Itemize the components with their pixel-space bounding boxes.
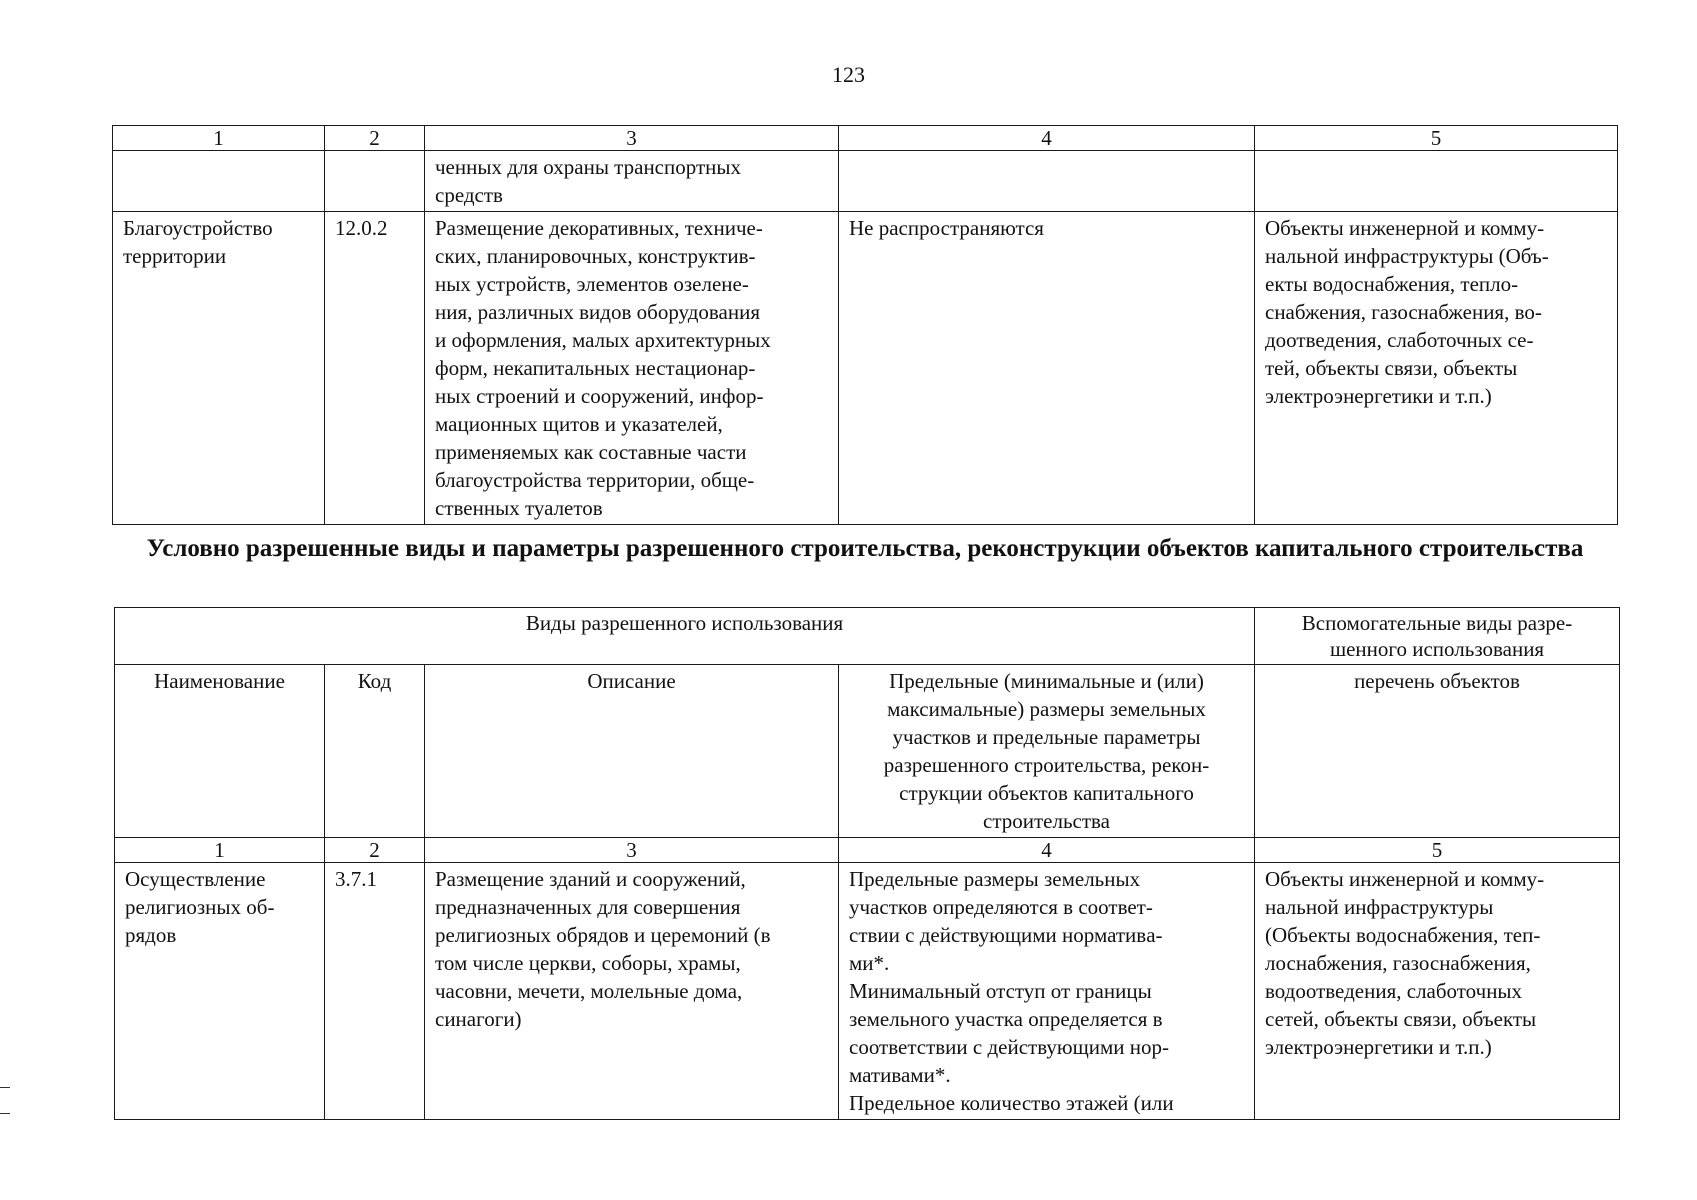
column-number: 3 bbox=[425, 126, 839, 151]
cell-name: Осуществление религиозных об- рядов bbox=[115, 863, 325, 1120]
cell-name: Благоустройство территории bbox=[113, 212, 325, 525]
column-number-row bbox=[113, 126, 1618, 151]
cell-auxiliary: Объекты инженерной и комму- нальной инфраструктуры (Объ- екты водоснабжения, тепло- снабжения, газоснабжения, во- доотведения, слаботочных се- тей, объекты связи, объекты электроэнергетики и т.п.) bbox=[1255, 212, 1618, 525]
cell-parameters: Предельные размеры земельных участков определяются в соответ- ствии с действующими нормативa- ми*. Минимальный отступ от границы земельного участка определяется в соответствии с действующими нор- мативами*. Предельное количество этажей (или bbox=[839, 863, 1255, 1120]
group-header-permitted: Виды разрешенного использования bbox=[115, 608, 1255, 665]
column-number: 5 bbox=[1255, 838, 1620, 863]
cell-auxiliary: Объекты инженерной и комму- нальной инфраструктуры (Объекты водоснабжения, теп- лоснабжения, газоснабжения, водоотведения, слаботочных сетей, объекты связи, объекты электроэнергетики и т.п.) bbox=[1255, 863, 1620, 1120]
column-number: 5 bbox=[1255, 126, 1618, 151]
cell-parameters bbox=[839, 151, 1255, 212]
cell-code: 3.7.1 bbox=[325, 863, 425, 1120]
group-header-auxiliary: Вспомогательные виды разре- шенного использования bbox=[1255, 608, 1620, 665]
column-number: 1 bbox=[113, 126, 325, 151]
column-number-row bbox=[115, 838, 1620, 863]
cell-description: Размещение декоративных, техниче- ских, планировочных, конструктив- ных устройств, элементов озелене- ния, различных видов оборудования и оформления, малых архитектурных форм, некапитальных нестационар- ных строений и сооружений, инфор- мационных щитов и указателей, применяемых как составные части благоустройства территории, обще- ственных туалетов bbox=[425, 212, 839, 525]
header-name: Наименование bbox=[115, 665, 325, 838]
table-permitted-uses-continued bbox=[112, 125, 1618, 525]
scan-edge-mark bbox=[0, 1113, 10, 1114]
cell-code bbox=[325, 151, 425, 212]
header-description: Описание bbox=[425, 665, 839, 838]
column-header-row bbox=[115, 665, 1620, 838]
cell-auxiliary bbox=[1255, 151, 1618, 212]
column-number: 1 bbox=[115, 838, 325, 863]
cell-code: 12.0.2 bbox=[325, 212, 425, 525]
column-number: 3 bbox=[425, 838, 839, 863]
table-row-continuation bbox=[113, 151, 1618, 212]
column-number: 2 bbox=[325, 838, 425, 863]
cell-description: Размещение зданий и сооружений, предназначенных для совершения религиозных обрядов и церемоний (в том числе церкви, соборы, храмы, часовни, мечети, молельные дома, синагоги) bbox=[425, 863, 839, 1120]
header-code: Код bbox=[325, 665, 425, 838]
cell-parameters: Не распространяются bbox=[839, 212, 1255, 525]
table-row bbox=[113, 212, 1618, 525]
header-auxiliary: перечень объектов bbox=[1255, 665, 1620, 838]
group-header-row bbox=[115, 608, 1620, 665]
table-conditional-uses bbox=[114, 607, 1620, 1120]
page-number: 123 bbox=[832, 62, 865, 87]
scan-edge-mark bbox=[0, 1087, 10, 1088]
cell-description: ченных для охраны транспортных средств bbox=[425, 151, 839, 212]
section-title: Условно разрешенные виды и параметры разрешенного строительства, реконструкции объектов капитального строительства bbox=[146, 535, 1584, 562]
cell-name bbox=[113, 151, 325, 212]
column-number: 4 bbox=[839, 126, 1255, 151]
column-number: 4 bbox=[839, 838, 1255, 863]
column-number: 2 bbox=[325, 126, 425, 151]
header-parameters: Предельные (минимальные и (или) максимальные) размеры земельных участков и предельные параметры разрешенного строительства, рекон- струкции объектов капитального строительства bbox=[839, 665, 1255, 838]
table-row bbox=[115, 863, 1620, 1120]
